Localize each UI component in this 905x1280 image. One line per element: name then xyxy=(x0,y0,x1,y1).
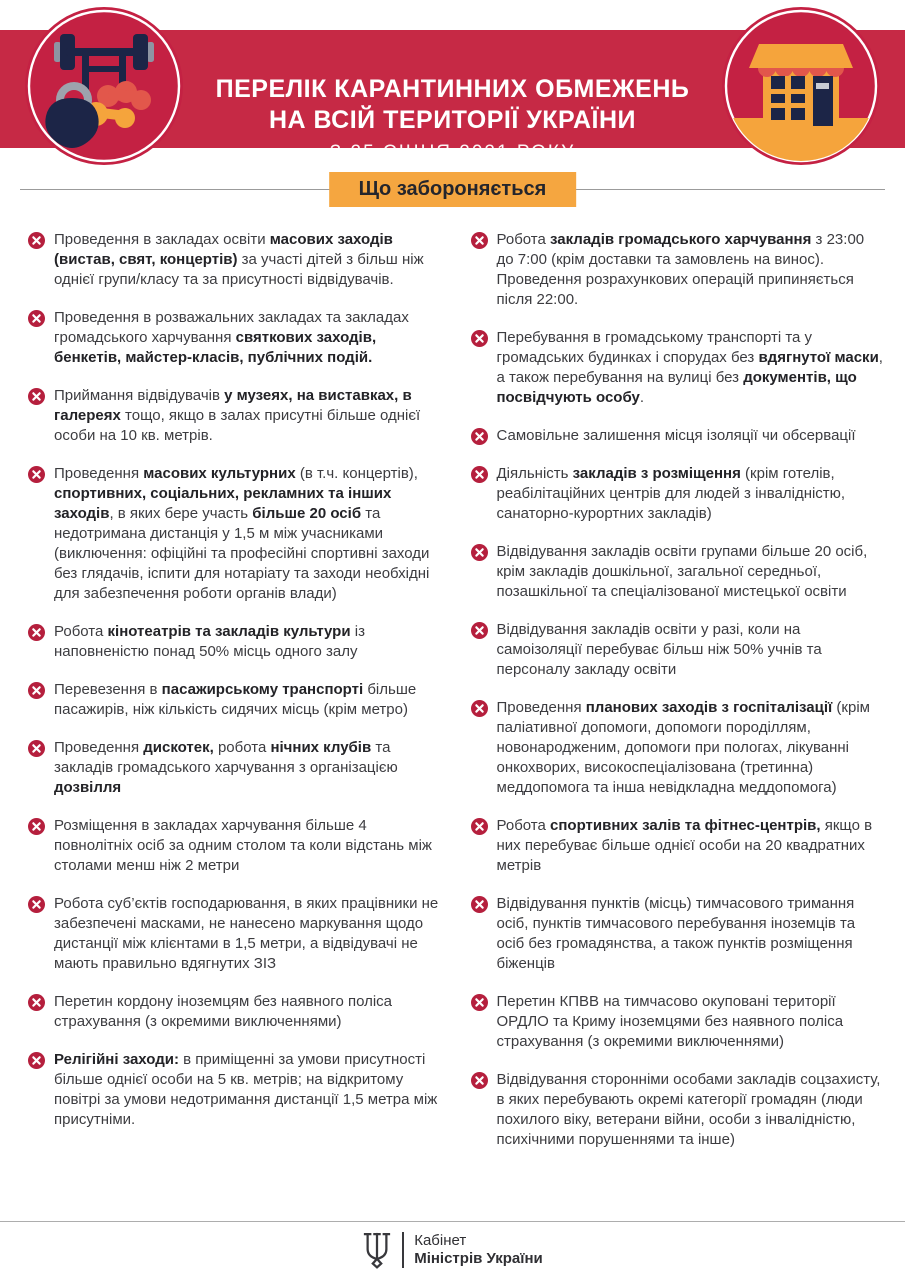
prohibition-text: Відвідування пунктів (місць) тимчасового тримання осіб, пунктів тимчасового перебування іноземців та осіб без громадянства, а також пунктів розміщення біженців xyxy=(496,895,856,972)
prohibition-item xyxy=(28,816,441,876)
prohibition-text: Відвідування сторонніми особами закладів соцзахисту, в яких перебувають окремі категорії громадян (люди похилого віку, ветерани війни, особи з інвалідністю, психічними порушеннями та інше) xyxy=(496,1071,881,1148)
prohibition-text: Робота спортивних залів та фітнес-центрів, якщо в них перебуває більше однієї особи на 20 квадратних метрів xyxy=(496,817,873,874)
prohibition-item xyxy=(471,816,884,876)
page-subtitle-date: З 25 СІЧНЯ 2021 РОКУ xyxy=(329,142,576,163)
prohibited-x-icon xyxy=(28,994,45,1011)
prohibited-x-icon xyxy=(471,994,488,1011)
prohibition-item xyxy=(28,738,441,798)
prohibition-item xyxy=(471,620,884,680)
prohibition-text: Відвідування закладів освіти у разі, коли на самоізоляції перебуває більш ніж 50% учнів та персоналу закладу освіти xyxy=(496,621,822,678)
prohibition-item xyxy=(471,894,884,974)
prohibition-text: Робота суб’єктів господарювання, в яких працівники не забезпечені масками, не нанесено маркування щодо дистанції між клієнтами в 1,5 метри, а відвідувачі не мають правильно вдягнутих ЗІЗ xyxy=(54,895,439,972)
org-name-line1: Кабінет xyxy=(414,1232,467,1249)
prohibition-item xyxy=(471,698,884,798)
prohibition-item xyxy=(28,680,441,720)
prohibition-text: Перевезення в пасажирському транспорті більше пасажирів, ніж кількість сидячих місць (крім метро) xyxy=(54,681,417,718)
prohibitions-column-left xyxy=(28,230,441,1150)
prohibition-item xyxy=(28,622,441,662)
prohibition-item xyxy=(28,992,441,1032)
logo-divider xyxy=(402,1232,404,1268)
prohibited-x-icon xyxy=(471,700,488,717)
header-titles xyxy=(195,60,710,178)
prohibitions-column-right xyxy=(471,230,884,1150)
prohibition-item xyxy=(28,386,441,446)
org-name-line2: Міністрів України xyxy=(414,1250,543,1267)
prohibition-item xyxy=(471,230,884,310)
section-header-row xyxy=(0,172,905,208)
page-title-line1: ПЕРЕЛІК КАРАНТИННИХ ОБМЕЖЕНЬ xyxy=(215,75,690,103)
prohibition-text: Проведення дискотек, робота нічних клубів та закладів громадського харчування з організацією дозвілля xyxy=(54,739,398,796)
prohibition-text: Проведення планових заходів з госпіталізації (крім паліативної допомоги, допомоги породіллям, новонародженим, допомоги при пологах, лікуванні онкохворих, високоспеціалізована (третинна) меддопомога та інша невідкладна меддопомога) xyxy=(496,699,870,796)
prohibited-x-icon xyxy=(471,818,488,835)
prohibition-item xyxy=(28,308,441,368)
org-name xyxy=(414,1232,543,1268)
prohibited-x-icon xyxy=(471,1072,488,1089)
prohibition-text: Розміщення в закладах харчування більше 4 повнолітніх осіб за одним столом та коли відстань між столами менш ніж 2 метри xyxy=(54,817,432,874)
prohibited-x-icon xyxy=(28,740,45,757)
prohibition-item xyxy=(471,542,884,602)
prohibition-item xyxy=(471,426,884,446)
prohibition-text: Робота кінотеатрів та закладів культури із наповненістю понад 50% місць одного залу xyxy=(54,623,365,660)
section-badge: Що забороняється xyxy=(329,172,577,207)
ukraine-trident-icon xyxy=(362,1231,392,1269)
prohibition-text: Релігійні заходи: в приміщенні за умови присутності більше однієї особи на 5 кв. метрів; на відкритому повітрі за умови недотримання дистанції 1,5 метра між присутніми. xyxy=(54,1051,438,1128)
prohibited-x-icon xyxy=(471,330,488,347)
prohibition-item xyxy=(471,1070,884,1150)
prohibited-x-icon xyxy=(28,388,45,405)
government-logo xyxy=(0,1231,905,1269)
prohibition-item xyxy=(28,230,441,290)
prohibition-text: Приймання відвідувачів у музеях, на виставках, в галереях тощо, якщо в залах присутні більше однієї особи на 10 кв. метрів. xyxy=(54,387,421,444)
prohibited-x-icon xyxy=(28,818,45,835)
prohibited-x-icon xyxy=(471,622,488,639)
prohibition-text: Самовільне залишення місця ізоляції чи обсервації xyxy=(496,427,856,444)
gym-equipment-icon xyxy=(24,6,184,166)
prohibition-text: Проведення масових культурних (в т.ч. концертів), спортивних, соціальних, рекламних та інших заходів, в яких бере участь більше 20 осіб та недотримана дистанція у 1,5 м між учасниками (виключення: офіційні та професійні спортивні заходи без глядачів, іспити для нотаріату та заходи необхідні для забезпечення роботи органів влади) xyxy=(54,465,430,602)
footer-divider-line xyxy=(0,1221,905,1222)
prohibition-text: Відвідування закладів освіти групами більше 20 осіб, крім закладів дошкільної, загальної середньої, позашкільної та спеціалізованої мистецької освіти xyxy=(496,543,868,600)
prohibition-text: Робота закладів громадського харчування з 23:00 до 7:00 (крім доставки та замовлень на винос). Проведення розрахункових операцій припиняється після 22:00. xyxy=(496,231,865,308)
prohibited-x-icon xyxy=(28,310,45,327)
prohibited-x-icon xyxy=(471,896,488,913)
prohibition-item xyxy=(28,1050,441,1130)
prohibitions-list xyxy=(28,230,883,1150)
prohibition-text: Перетин кордону іноземцям без наявного поліса страхування (з окремими виключеннями) xyxy=(54,993,393,1030)
prohibition-text: Діяльність закладів з розміщення (крім готелів, реабілітаційних центрів для людей з інвалідністю, санаторно-курортних закладів) xyxy=(496,465,846,522)
prohibited-x-icon xyxy=(471,466,488,483)
prohibited-x-icon xyxy=(471,544,488,561)
prohibited-x-icon xyxy=(28,466,45,483)
prohibition-text: Перебування в громадському транспорті та у громадських будинках і спорудах без вдягнутої маски, а також перебування на вулиці без документів, що посвідчують особу. xyxy=(496,329,883,406)
prohibition-text: Перетин КПВВ на тимчасово окуповані території ОРДЛО та Криму іноземцями без наявного поліса страхування (з окремими виключеннями) xyxy=(496,993,844,1050)
prohibited-x-icon xyxy=(28,1052,45,1069)
storefront-icon xyxy=(721,6,881,166)
prohibition-item xyxy=(28,464,441,604)
prohibition-text: Проведення в розважальних закладах та закладах громадського харчування святкових заходів, бенкетів, майстер-класів, публічних подій. xyxy=(54,309,409,366)
footer xyxy=(0,1221,905,1280)
prohibited-x-icon xyxy=(471,232,488,249)
prohibition-text: Проведення в закладах освіти масових заходів (вистав, свят, концертів) за участі дітей з більш ніж однієї групи/класу та за присутності відвідувачів. xyxy=(54,231,424,288)
prohibition-item xyxy=(471,464,884,524)
prohibited-x-icon xyxy=(28,624,45,641)
prohibition-item xyxy=(471,328,884,408)
page-title-line2: НА ВСІЙ ТЕРИТОРІЇ УКРАЇНИ xyxy=(269,105,636,134)
prohibited-x-icon xyxy=(28,682,45,699)
prohibited-x-icon xyxy=(471,428,488,445)
prohibited-x-icon xyxy=(28,896,45,913)
prohibition-item xyxy=(28,894,441,974)
prohibited-x-icon xyxy=(28,232,45,249)
prohibition-item xyxy=(471,992,884,1052)
